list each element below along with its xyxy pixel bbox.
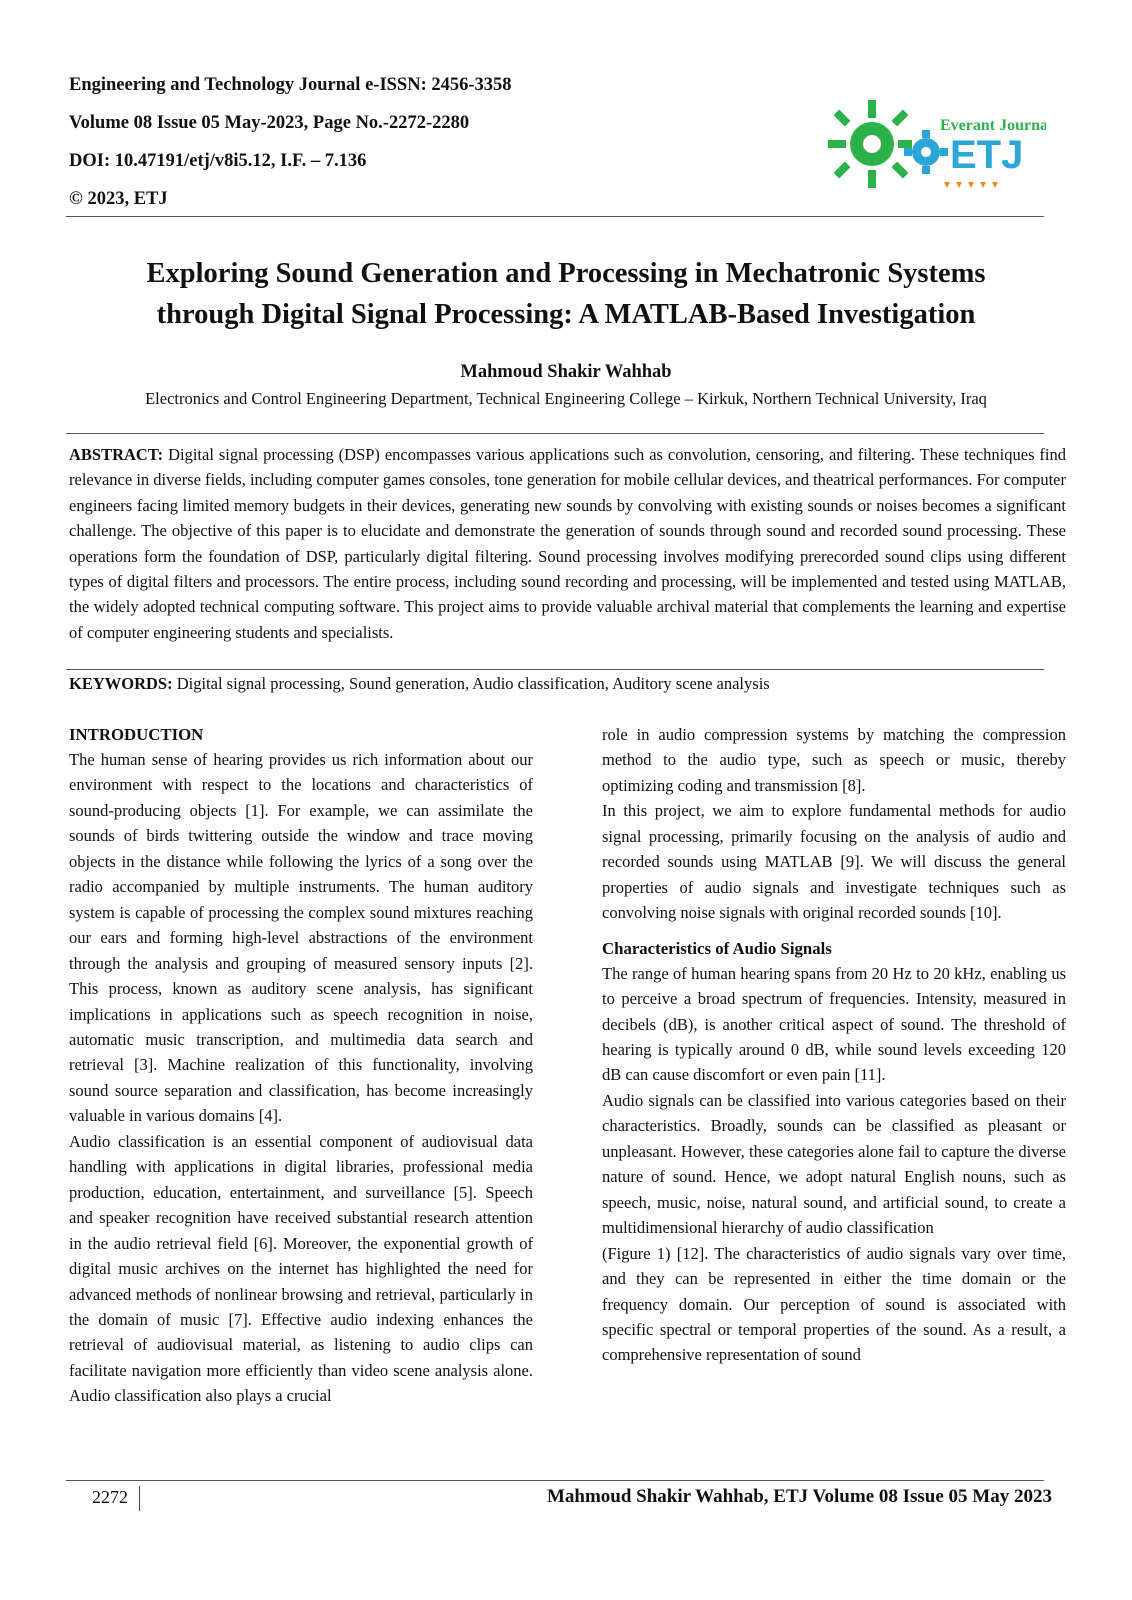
characteristics-heading: Characteristics of Audio Signals bbox=[602, 938, 832, 958]
keywords bbox=[69, 673, 1066, 695]
author-name: Mahmoud Shakir Wahhab bbox=[460, 362, 672, 382]
logo-top-text: Everant Journal bbox=[940, 117, 1046, 134]
abstract-bottom-divider bbox=[66, 669, 1044, 670]
etj-logo bbox=[828, 96, 1046, 204]
keywords-text: Digital signal processing, Sound generation, Audio classification, Auditory scene analysis bbox=[176, 674, 770, 693]
abstract bbox=[69, 442, 1066, 645]
paper-title bbox=[60, 253, 1072, 335]
left-column bbox=[69, 722, 533, 1409]
doi-line: DOI: 10.47191/etj/v8i5.12, I.F. – 7.136 bbox=[69, 151, 367, 171]
introduction-heading: INTRODUCTION bbox=[69, 725, 204, 744]
footer-divider bbox=[66, 1480, 1044, 1481]
intro-paragraph-1: The human sense of hearing provides us rich information about our environment with respect to the locations and characteristics of sound-producing objects [1]. For example, we can assimilate the sounds of birds twittering outside the window and trace moving objects in the distance while following the lyrics of a song over the radio accompanied by multiple instruments. The human auditory system is capable of processing the complex sound mixtures reaching our ears and forming high-level abstractions of the environment through the analysis and grouping of measured sensory inputs [2]. This process, known as auditory scene analysis, has significant implications in applications such as speech recognition in noise, automatic music transcription, and multimedia data search and retrieval [3]. Machine realization of this functionality, involving sound source separation and classification, has become increasingly valuable in various domains [4]. bbox=[69, 750, 533, 1126]
title-line-1: Exploring Sound Generation and Processing in Mechatronic Systems bbox=[146, 258, 986, 289]
journal-issn-line: Engineering and Technology Journal e-ISSN: 2456-3358 bbox=[69, 75, 512, 95]
intro-paragraph-2-continued: role in audio compression systems by matching the compression method to the audio type, such as speech or music, thereby optimizing coding and transmission [8]. bbox=[602, 725, 1066, 795]
keywords-label: KEYWORDS: bbox=[69, 674, 173, 693]
title-line-2: through Digital Signal Processing: A MATLAB-Based Investigation bbox=[156, 299, 976, 330]
characteristics-paragraph-3: (Figure 1) [12]. The characteristics of audio signals vary over time, and they can be represented in either the time domain or the frequency domain. Our perception of sound is associated with specific spectral or temporal properties of the sound. As a result, a comprehensive representation of sound bbox=[602, 1243, 1066, 1365]
running-footer: Mahmoud Shakir Wahhab, ETJ Volume 08 Issue 05 May 2023 bbox=[546, 1486, 1052, 1507]
footer-separator bbox=[139, 1486, 140, 1511]
abstract-top-divider bbox=[66, 433, 1044, 434]
intro-paragraph-2: Audio classification is an essential component of audiovisual data handling with applications in digital libraries, professional media production, education, entertainment, and surveillance [5]. Speech and speaker recognition have received substantial research attention in the audio retrieval field [6]. Moreover, the exponential growth of digital music archives on the internet has highlighted the need for advanced methods of nonlinear browsing and retrieval, particularly in the domain of music [7]. Effective audio indexing enhances the retrieval of audiovisual material, as listening to audio clips can facilitate navigation more efficiently than video scene analysis alone. Audio classification also plays a crucial bbox=[69, 1131, 533, 1406]
characteristics-paragraph-2: Audio signals can be classified into various categories based on their characteristics. Broadly, sounds can be classified as pleasant or unpleasant. However, these categories alone fail to capture the diverse nature of sound. Hence, we adopt natural English nouns, such as speech, music, noise, natural sound, and artificial sound, to create a multidimensional hierarchy of audio classification bbox=[602, 1090, 1066, 1238]
intro-paragraph-3: In this project, we aim to explore fundamental methods for audio signal processing, primarily focusing on the analysis of audio and recorded sounds using MATLAB [9]. We will discuss the general properties of audio signals and investigate techniques such as convolving noise signals with original recorded sounds [10]. bbox=[602, 801, 1066, 923]
right-column bbox=[602, 722, 1066, 1368]
characteristics-paragraph-1: The range of human hearing spans from 20 Hz to 20 kHz, enabling us to perceive a broad spectrum of frequencies. Intensity, measured in decibels (dB), is another critical aspect of sound. The threshold of hearing is typically around 0 dB, while sound levels exceeding 120 dB can cause discomfort or even pain [11]. bbox=[602, 963, 1066, 1085]
page-number: 2272 bbox=[92, 1487, 128, 1507]
abstract-text: Digital signal processing (DSP) encompasses various applications such as convolution, censoring, and filtering. These techniques find relevance in diverse fields, including computer games consoles, tone generation for mobile cellular devices, and theatrical performances. For computer engineers facing limited memory budgets in their devices, generating new sounds by convolving with existing sounds or noises becomes a significant challenge. The objective of this paper is to elucidate and demonstrate the generation of sounds through sound and recorded sound processing. These operations form the foundation of DSP, particularly digital filtering. Sound processing involves modifying prerecorded sound clips using different types of digital filters and processors. The entire process, including sound recording and processing, will be implemented and tested using MATLAB, the widely adopted technical computing software. This project aims to provide valuable archival material that complements the learning and expertise of computer engineering students and specialists. bbox=[69, 445, 1067, 642]
header-divider bbox=[66, 216, 1044, 217]
author-affiliation: Electronics and Control Engineering Department, Technical Engineering College – Kirkuk, Northern Technical University, Iraq bbox=[145, 389, 987, 408]
abstract-label: ABSTRACT: bbox=[69, 445, 164, 464]
volume-line: Volume 08 Issue 05 May-2023, Page No.-2272-2280 bbox=[69, 113, 470, 133]
logo-main-text: ETJ bbox=[950, 133, 1024, 177]
copyright-line: © 2023, ETJ bbox=[69, 189, 168, 209]
journal-info-block bbox=[69, 66, 689, 218]
